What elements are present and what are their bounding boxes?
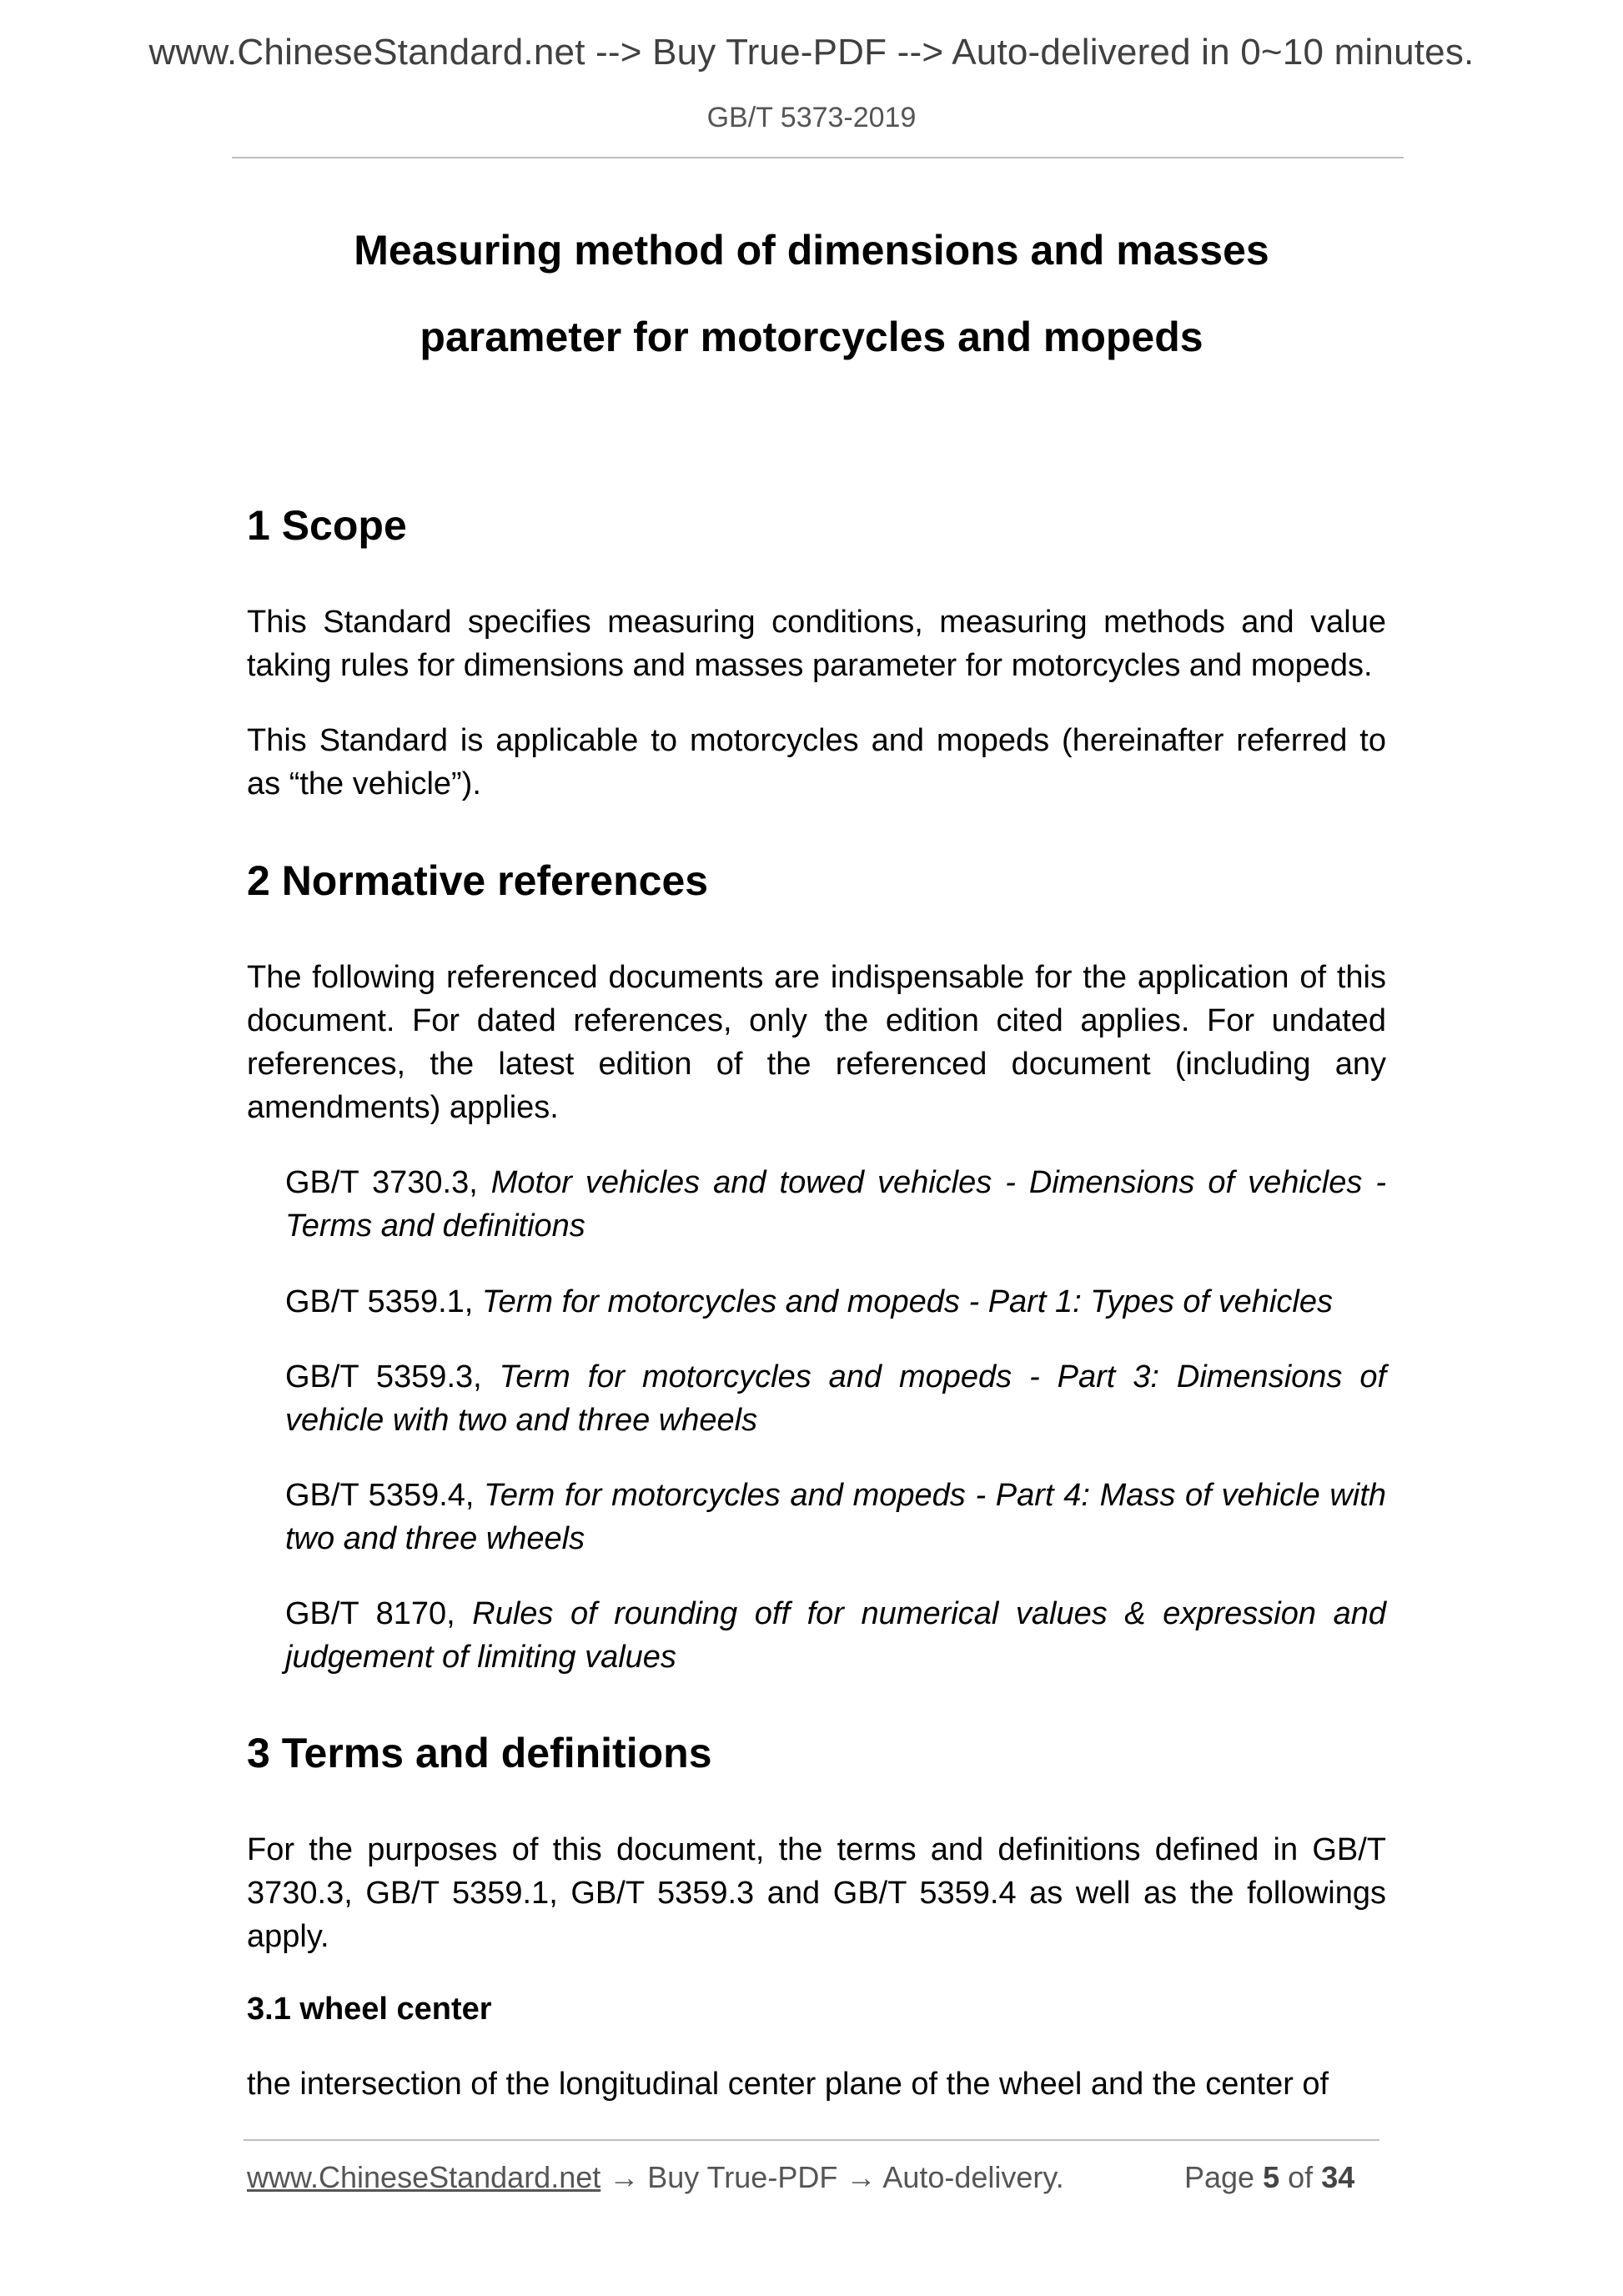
term-3-1-definition-block xyxy=(247,2062,1386,2106)
page-word: Page xyxy=(1184,2160,1255,2194)
term-definition: the intersection of the longitudinal center plane of the wheel and the center of xyxy=(247,2067,1329,2102)
section-heading-normative: 2 Normative references xyxy=(247,857,709,904)
section-terms xyxy=(247,1728,1386,1778)
top-banner: www.ChineseStandard.net --> Buy True-PDF --> Auto-delivered in 0~10 minutes. xyxy=(148,32,1475,73)
terms-paragraph-block xyxy=(247,1828,1386,1958)
reference-item xyxy=(247,1474,1386,1560)
reference-title: Motor vehicles and towed vehicles - Dimensions of vehicles - Terms and definitions xyxy=(285,1165,1386,1243)
page-total: 34 xyxy=(1321,2160,1355,2194)
of-word: of xyxy=(1288,2160,1314,2194)
reference-title: Rules of rounding off for numerical values & expression and judgement of limiting values xyxy=(285,1596,1386,1675)
document-code: GB/T 5373-2019 xyxy=(706,102,917,133)
reference-item xyxy=(247,1280,1386,1324)
header-divider xyxy=(232,157,1404,158)
reference-code: GB/T 5359.4, xyxy=(285,1478,475,1513)
normative-paragraph: The following referenced documents are indispensable for the application of this document. For dated references, only the edition cited applies. For undated references, the latest edition of the referenced document (including any amendments) applies. xyxy=(247,960,1386,1125)
term-3-1-heading-block xyxy=(247,1987,1386,2031)
title-line-1: Measuring method of dimensions and masses xyxy=(354,227,1269,274)
reference-code: GB/T 5359.3, xyxy=(285,1359,482,1394)
footer-tagline: → Buy True-PDF → Auto-delivery. xyxy=(600,2160,1064,2194)
page-current: 5 xyxy=(1263,2160,1280,2194)
normative-paragraph-block xyxy=(247,956,1386,1129)
terms-paragraph: For the purposes of this document, the terms and definitions defined in GB/T 3730.3, GB/T 5359.1, GB/T 5359.3 and GB/T 5359.4 as well as the followings apply. xyxy=(247,1832,1386,1954)
reference-title: Term for motorcycles and mopeds - Part 3: Dimensions of vehicle with two and three wheels xyxy=(285,1359,1387,1438)
section-normative xyxy=(247,856,1386,906)
scope-paragraph-1-block xyxy=(247,600,1386,687)
reference-item xyxy=(247,1355,1386,1442)
footer-left xyxy=(247,2160,1064,2195)
scope-paragraph-2: This Standard is applicable to motorcycles and mopeds (hereinafter referred to as “the vehicle”). xyxy=(247,723,1386,801)
reference-title: Term for motorcycles and mopeds - Part 4: Mass of vehicle with two and three wheels xyxy=(285,1478,1387,1556)
section-scope xyxy=(247,500,1386,550)
reference-title: Term for motorcycles and mopeds - Part 1: Types of vehicles xyxy=(481,1284,1333,1319)
reference-item xyxy=(247,1592,1386,1679)
scope-paragraph-1: This Standard specifies measuring conditions, measuring methods and value taking rules for dimensions and masses parameter for motorcycles and mopeds. xyxy=(247,605,1386,683)
reference-code: GB/T 8170, xyxy=(285,1596,455,1631)
footer-link[interactable]: www.ChineseStandard.net xyxy=(247,2160,601,2194)
term-heading: 3.1 wheel center xyxy=(247,1992,492,2027)
footer-divider xyxy=(244,2139,1379,2141)
section-heading-scope: 1 Scope xyxy=(247,502,407,549)
section-heading-terms: 3 Terms and definitions xyxy=(247,1730,712,1776)
page-indicator xyxy=(1184,2160,1354,2195)
reference-code: GB/T 3730.3, xyxy=(285,1165,478,1200)
scope-paragraph-2-block xyxy=(247,719,1386,806)
reference-item xyxy=(247,1161,1386,1248)
reference-code: GB/T 5359.1, xyxy=(285,1284,474,1319)
title-line-2: parameter for motorcycles and mopeds xyxy=(420,314,1203,360)
document-title xyxy=(0,207,1623,380)
